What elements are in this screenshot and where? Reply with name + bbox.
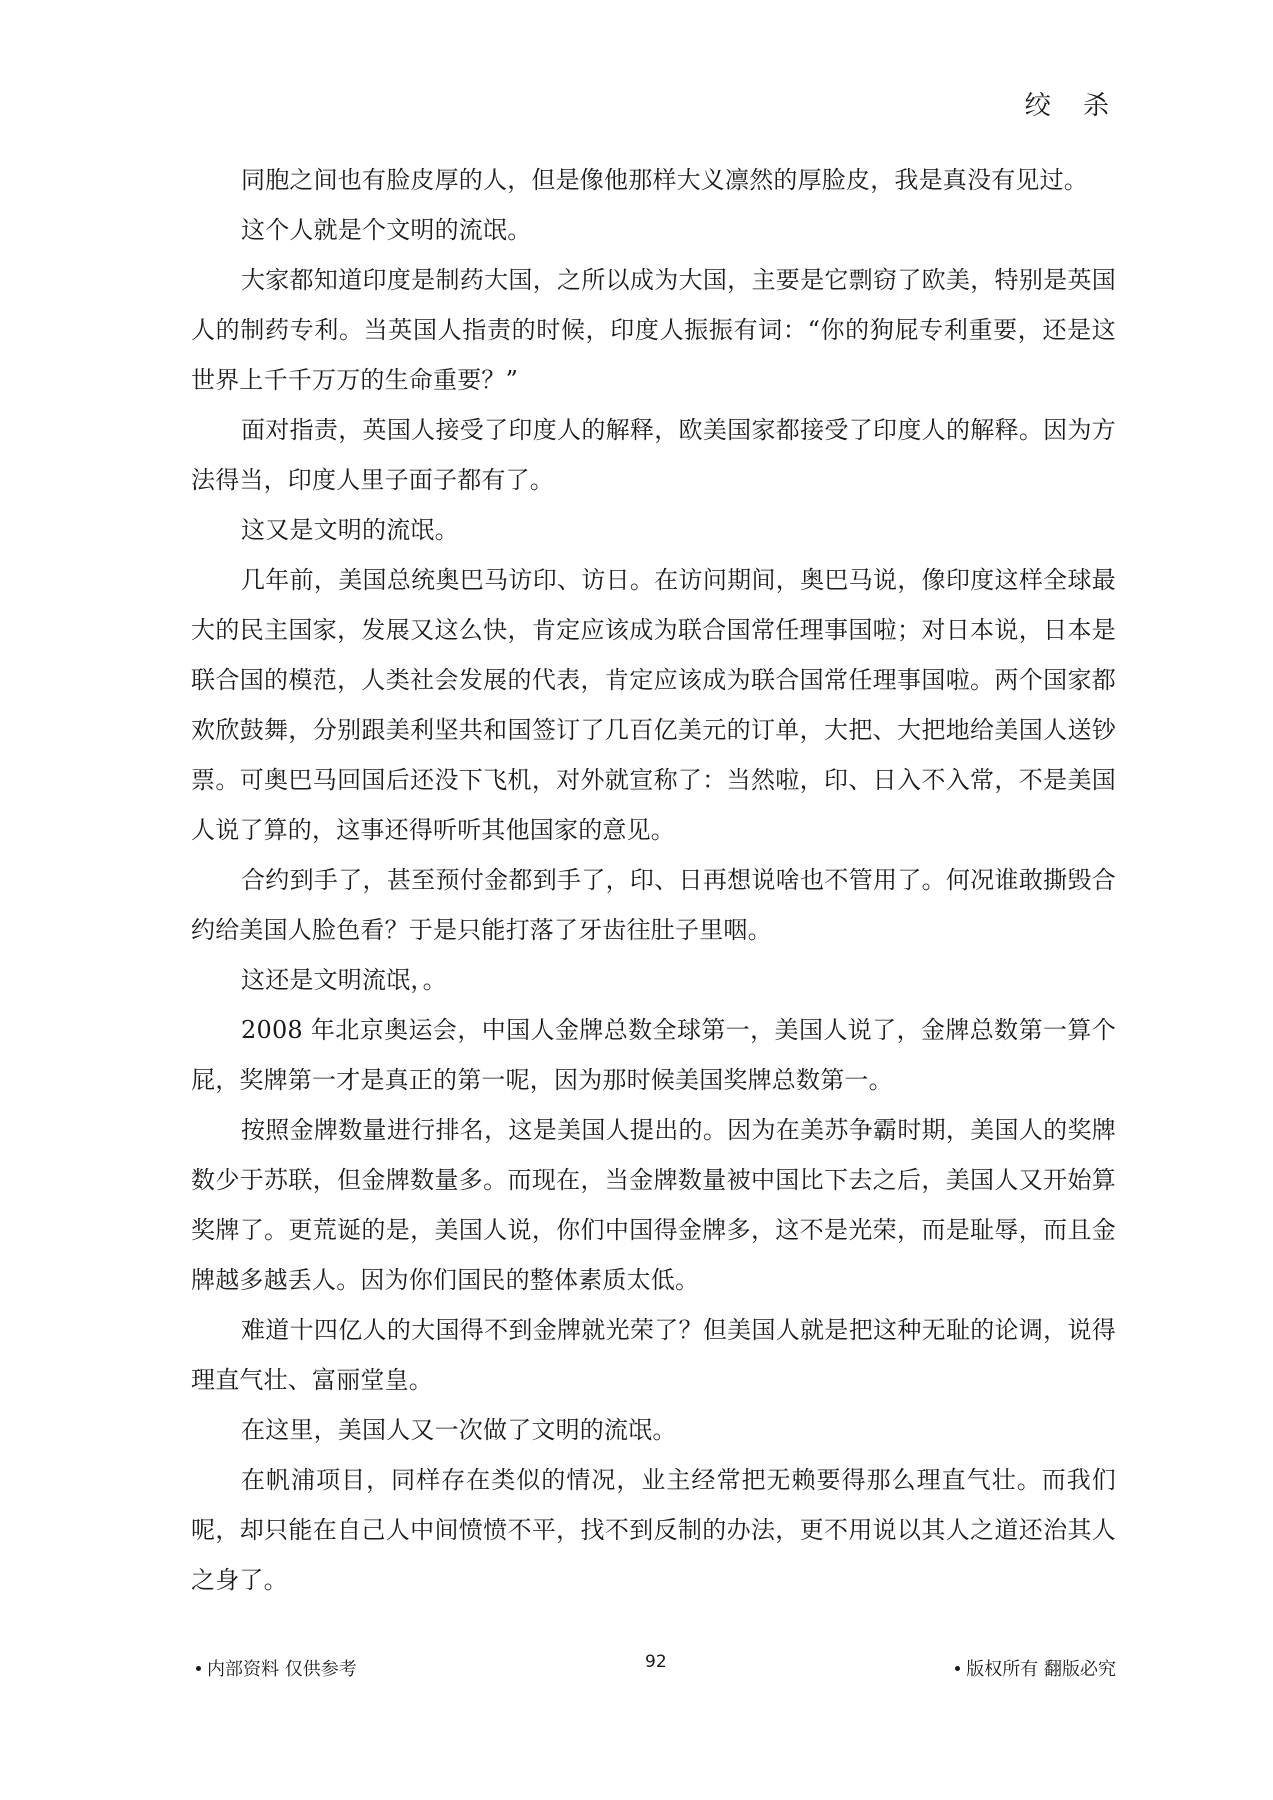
footer-right-text: 版权所有 翻版必究 <box>966 1659 1116 1680</box>
paragraph: 大家都知道印度是制药大国，之所以成为大国，主要是它剽窃了欧美，特别是英国人的制药专利。当英国人指责的时候，印度人振振有词：“你的狗屁专利重要，还是这世界上千千万万的生命重要？” <box>191 266 1116 394</box>
bullet-icon <box>955 1666 960 1671</box>
paragraph: 按照金牌数量进行排名，这是美国人提出的。因为在美苏争霸时期，美国人的奖牌数少于苏联，但金牌数量多。而现在，当金牌数量被中国比下去之后，美国人又开始算奖牌了。更荒诞的是，美国人说，你们中国得金牌多，这不是光荣，而是耻辱，而且金牌越多越丢人。因为你们国民的整体素质太低。 <box>191 1116 1116 1294</box>
paragraph: 在帆浦项目，同样存在类似的情况，业主经常把无赖要得那么理直气壮。而我们呢，却只能在自己人中间愤愤不平，找不到反制的办法，更不用说以其人之道还治其人之身了。 <box>191 1466 1116 1594</box>
page-number: 92 <box>645 1652 667 1672</box>
paragraph: 同胞之间也有脸皮厚的人，但是像他那样大义凛然的厚脸皮，我是真没有见过。 <box>241 166 1088 194</box>
paragraph: 难道十四亿人的大国得不到金牌就光荣了？但美国人就是把这种无耻的论调，说得理直气壮、富丽堂皇。 <box>191 1316 1116 1394</box>
bullet-icon <box>196 1666 201 1671</box>
footer-left-note <box>196 1655 357 1681</box>
paragraph: 几年前，美国总统奥巴马访印、访日。在访问期间，奥巴马说，像印度这样全球最大的民主国家，发展又这么快，肯定应该成为联合国常任理事国啦；对日本说，日本是联合国的模范，人类社会发展的代表，肯定应该成为联合国常任理事国啦。两个国家都欢欣鼓舞，分别跟美利坚共和国签订了几百亿美元的订单，大把、大把地给美国人送钞票。可奥巴马回国后还没下飞机，对外就宣称了：当然啦，印、日入不入常，不是美国人说了算的，这事还得听听其他国家的意见。 <box>191 566 1116 844</box>
paragraph: 面对指责，英国人接受了印度人的解释，欧美国家都接受了印度人的解释。因为方法得当，印度人里子面子都有了。 <box>191 416 1116 494</box>
paragraph: 2008 年北京奥运会，中国人金牌总数全球第一，美国人说了，金牌总数第一算个屁，奖牌第一才是真正的第一呢，因为那时候美国奖牌总数第一。 <box>191 1016 1116 1094</box>
footer-left-text: 内部资料 仅供参考 <box>207 1659 357 1680</box>
paragraph: 这个人就是个文明的流氓。 <box>241 216 532 244</box>
body-text <box>191 155 1116 1605</box>
paragraph: 在这里，美国人又一次做了文明的流氓。 <box>241 1416 677 1444</box>
paragraph: 这还是文明流氓，。 <box>241 966 447 994</box>
page-footer <box>196 1652 1116 1685</box>
paragraph: 合约到手了，甚至预付金都到手了，印、日再想说啥也不管用了。何况谁敢撕毁合约给美国人脸色看？于是只能打落了牙齿往肚子里咽。 <box>191 866 1116 944</box>
page-header-title: 绞 杀 <box>1024 91 1121 121</box>
paragraph: 这又是文明的流氓。 <box>241 516 459 544</box>
footer-right-note <box>955 1655 1116 1681</box>
